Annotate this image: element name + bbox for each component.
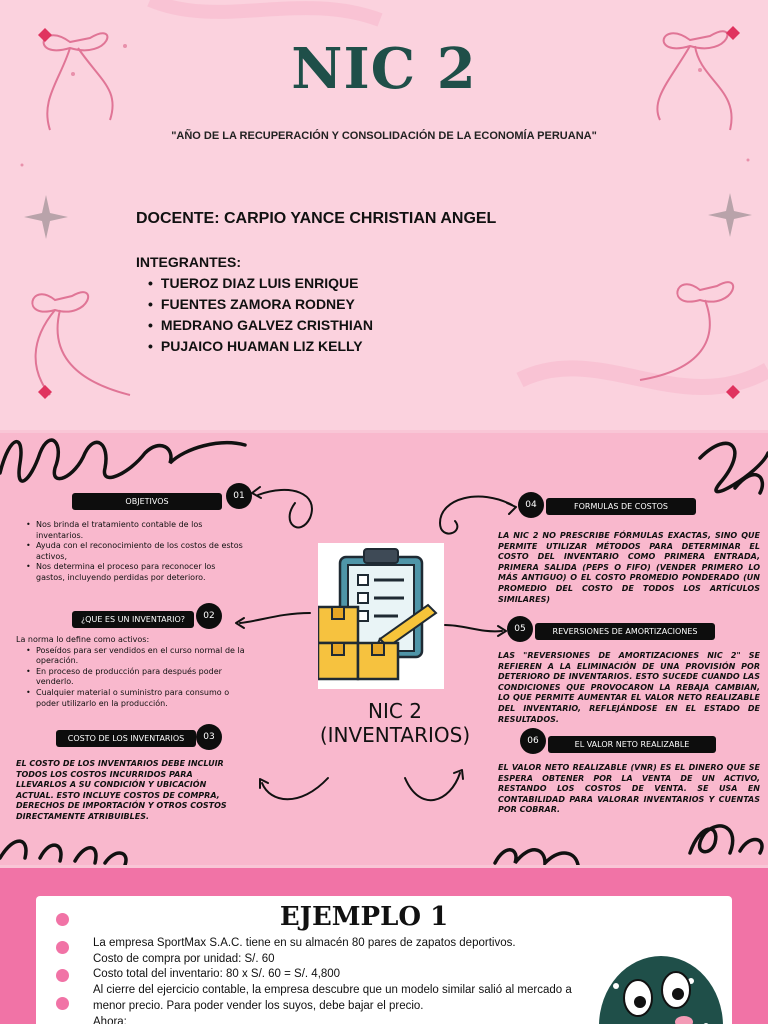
reversiones-text: LAS "REVERSIONES DE AMORTIZACIONES NIC 2" SE REFIEREN A LA ELIMINACIÓN DE UNA PROVISIÓN POR DETERIORO DE INVENTARIOS. ESTO SUCEDE CUANDO LAS CONDICIONES QUE PROVOCARON LA REBAJA CAMBIAN, LO QUE PERMITE AUMENTAR EL VALOR NETO REALIZABLE DEL INVENTARIO, REFLEJÁNDOSE EN EL ESTADO DE RESULTADOS. [498,651,760,724]
step-01-badge: 01 [226,483,252,509]
example-title: EJEMPLO 1 [279,902,449,932]
cover-slide [0,0,768,430]
integrantes-list [148,273,373,357]
cover-subtitle: "AÑO DE LA RECUPERACIÓN Y CONSOLIDACIÓN DE LA ECONOMÍA PERUANA" [171,130,597,142]
inventario-intro: La norma lo define como activos: [16,635,150,644]
step-04-badge: 04 [518,492,544,518]
example-line: Ahora: [93,1015,127,1024]
binder-hole-icon [56,997,69,1010]
formulas-text: LA NIC 2 NO PRESCRIBE FÓRMULAS EXACTAS, SINO QUE PERMITE UTILIZAR MÉTODOS PARA DETERMINAR EL COSTO DEL INVENTARIO COMO PRIMERA ENTRADA, PRIMERA SALIDA (PEPS O FIFO) (VENDER PRIMERO LO MÁS ANTIGUO) O EL COSTO PROMEDIO PONDERADO (UN PROMEDIO DEL COSTO DE TODOS LOS ARTÍCULOS SIMILARES) [498,531,760,604]
costo-text: EL COSTO DE LOS INVENTARIOS DEBE INCLUIR TODOS LOS COSTOS INCURRIDOS PARA LLEVARLOS A SU CONDICIÓN Y UBICACIÓN ACTUAL. ESTO INCLUYE COSTOS DE COMPRA, DERECHOS DE IMPORTACIÓN Y OTROS COSTOS DIRECTAMENTE ATRIBUIBLES. [16,759,227,821]
integrante-item: • PUJAICO HUAMAN LIZ KELLY [148,336,373,357]
example-line: Costo total del inventario: 80 x S/. 60 = S/. 4,800 [93,968,341,981]
integrante-item: • TUEROZ DIAZ LUIS ENRIQUE [148,273,373,294]
inventario-item: • Cualquier material o suministro para consumo o poder utilizarlo en la producción. [26,688,246,709]
binder-hole-icon [56,969,69,982]
center-title-line: NIC 2 [368,699,422,723]
example-line: Al cierre del ejercicio contable, la empresa descubre que un modelo similar salió al mercado a [93,984,572,997]
step-02-badge: 02 [196,603,222,629]
inventario-pill: ¿QUE ES UN INVENTARIO? [72,611,194,628]
inventory-illustration [318,543,444,689]
formulas-pill: FORMULAS DE COSTOS [546,498,696,515]
vnr-pill: EL VALOR NETO REALIZABLE [548,736,716,753]
objetivo-item: • Ayuda con el reconocimiento de los costos de estos activos, [26,541,246,562]
inventario-item: • En proceso de producción para después poder venderlo. [26,667,246,688]
bow-icon [640,282,733,380]
integrantes-label: INTEGRANTES: [136,254,241,270]
example-slide [0,868,768,1024]
step-05-badge: 05 [507,616,533,642]
integrante-item: • FUENTES ZAMORA RODNEY [148,294,373,315]
mindmap-center-title [290,699,500,747]
step-03-badge: 03 [196,724,222,750]
vnr-text: EL VALOR NETO REALIZABLE (VNR) ES EL DINERO QUE SE ESPERA OBTENER POR LA VENTA DE UN ACTIVO, RESTANDO LOS COSTOS DE VENTA. SE USA EN CONTABILIDAD PARA VALORAR INVENTARIOS Y CUENTAS POR COBRAR. [498,763,760,815]
cover-title: NIC 2 [291,36,477,102]
mascot-character-icon [596,946,726,1024]
notebook-paper [36,896,732,1024]
binder-hole-icon [56,941,69,954]
objetivos-text [26,520,246,584]
step-06-badge: 06 [520,728,546,754]
example-line: Costo de compra por unidad: S/. 60 [93,952,275,965]
objetivo-item: • Nos brinda el tratamiento contable de los inventarios. [26,520,246,541]
example-line: La empresa SportMax S.A.C. tiene en su almacén 80 pares de zapatos deportivos. [93,937,516,949]
objetivos-pill: OBJETIVOS [72,493,222,510]
costo-pill: COSTO DE LOS INVENTARIOS [56,730,196,747]
inventario-item: • Poseídos para ser vendidos en el curso normal de la operación. [26,646,246,667]
integrante-item: • MEDRANO GALVEZ CRISTHIAN [148,315,373,336]
example-line: menor precio. Para poder vender los suyos, debe bajar el precio. [93,999,424,1012]
objetivo-item: • Nos determina el proceso para reconocer los gastos, incluyendo perdidas por deterioro. [26,562,246,583]
clipboard-boxes-icon [318,543,444,689]
center-title-line: (INVENTARIOS) [319,723,471,747]
example-body [93,936,593,1024]
docente-line: DOCENTE: CARPIO YANCE CHRISTIAN ANGEL [136,210,497,227]
reversiones-pill: REVERSIONES DE AMORTIZACIONES [535,623,715,640]
bow-icon [32,292,130,395]
mindmap-slide [0,433,768,865]
inventario-text [16,635,246,709]
